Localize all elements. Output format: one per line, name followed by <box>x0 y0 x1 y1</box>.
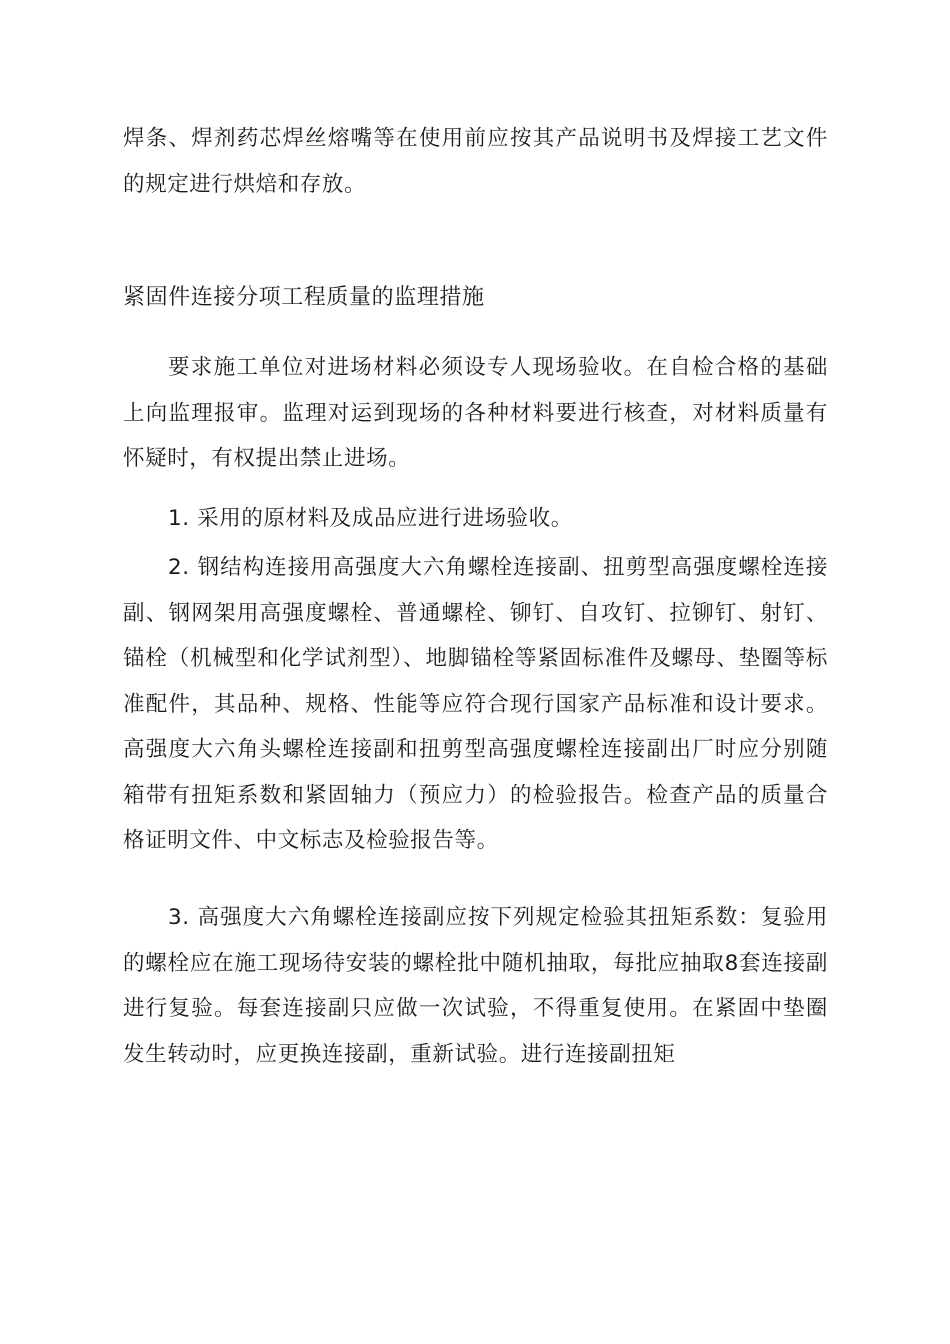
main-paragraph: 要求施工单位对进场材料必须设专人现场验收。在自检合格的基础上向监理报审。监理对运到现场的各种材料要进行核查，对材料质量有怀疑时，有权提出禁止进场。 <box>123 355 828 471</box>
list-item: 1. 采用的原材料及成品应进行进场验收。 <box>168 506 573 531</box>
list-item: 2. 钢结构连接用高强度大六角螺栓连接副、扭剪型高强度螺栓连接副、钢网架用高强度螺栓、普通螺栓、铆钉、自攻钉、拉铆钉、射钉、锚栓（机械型和化学试剂型）、地脚锚栓等紧固标准件及螺母、垫圈等标准配件，其品种、规格、性能等应符合现行国家产品标准和设计要求。高强度大六角头螺栓连接副和扭剪型高强度螺栓连接副出厂时应分别随箱带有扭矩系数和紧固轴力（预应力）的检验报告。检查产品的质量合格证明文件、中文标志及检验报告等。 <box>123 555 828 853</box>
intro-paragraph: 焊条、焊剂药芯焊丝熔嘴等在使用前应按其产品说明书及焊接工艺文件的规定进行烘焙和存放。 <box>123 126 828 197</box>
section-heading: 紧固件连接分项工程质量的监理措施 <box>123 285 485 310</box>
list-item: 3. 高强度大六角螺栓连接副应按下列规定检验其扭矩系数：复验用的螺栓应在施工现场待安装的螺栓批中随机抽取，每批应抽取8套连接副进行复验。每套连接副只应做一次试验，不得重复使用。在紧固中垫圈发生转动时，应更换连接副，重新试验。进行连接副扭矩 <box>123 905 828 1067</box>
